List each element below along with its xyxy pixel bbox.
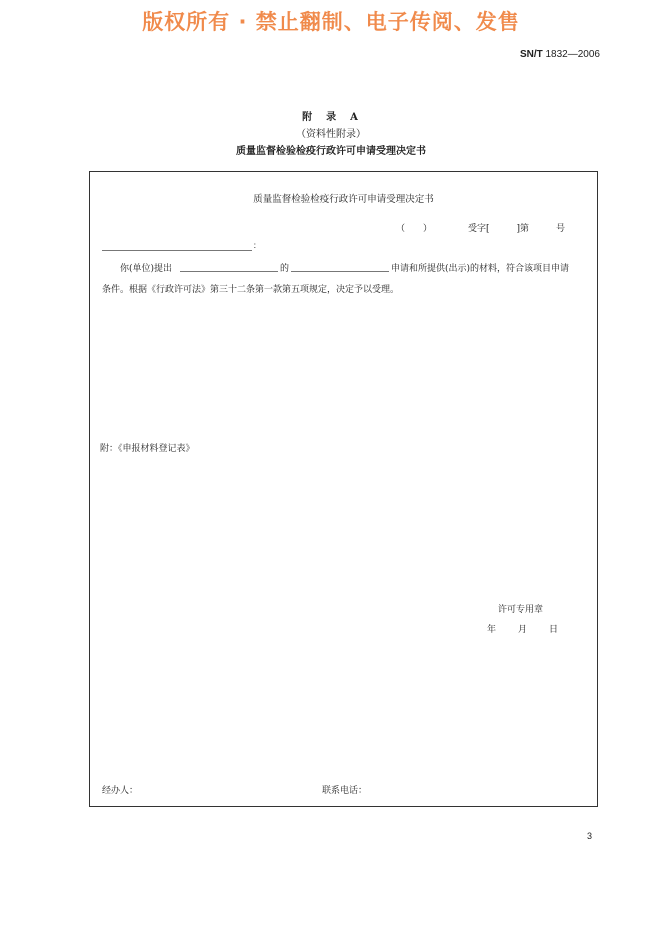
form-heading: 质量监督检验检疫行政许可申请受理决定书	[253, 194, 434, 205]
para2: 条件。根据《行政许可法》第三十二条第一款第五项规定，决定予以受理。	[102, 285, 400, 295]
page-number: 3	[586, 831, 592, 841]
doc-number-year: （ ）	[396, 224, 433, 234]
para1-start: 你(单位)提出	[120, 264, 173, 274]
application-blank	[291, 271, 389, 272]
para1-de: 的	[280, 264, 290, 274]
standard-number: 1832—2006	[545, 49, 600, 60]
date-year: 年	[487, 625, 497, 635]
copyright-banner: 版权所有 · 禁止翻制、电子传阅、发售	[142, 10, 520, 34]
handler-label: 经办人：	[102, 786, 139, 796]
para1-end: 申请和所提供(出示)的材料，符合该项目申请	[391, 264, 570, 274]
standard-code	[520, 49, 600, 60]
phone-label: 联系电话：	[322, 786, 368, 796]
addressee-blank	[102, 250, 252, 251]
seal-label: 许可专用章	[498, 605, 544, 615]
addressee-colon: ：	[253, 241, 261, 250]
date-day: 日	[549, 625, 559, 635]
applicant-item-blank	[180, 271, 278, 272]
attachment-note: 附：《申报材料登记表》	[100, 444, 195, 454]
annex-subtitle: （资料性附录）	[296, 129, 366, 140]
standard-prefix: SN/T	[519, 49, 543, 60]
annex-title: 附 录 A	[302, 112, 360, 123]
doc-number: 受字[ ]第 号	[468, 224, 566, 234]
decision-form	[89, 171, 598, 807]
annex-name: 质量监督检验检疫行政许可申请受理决定书	[236, 146, 426, 157]
date-month: 月	[518, 625, 528, 635]
